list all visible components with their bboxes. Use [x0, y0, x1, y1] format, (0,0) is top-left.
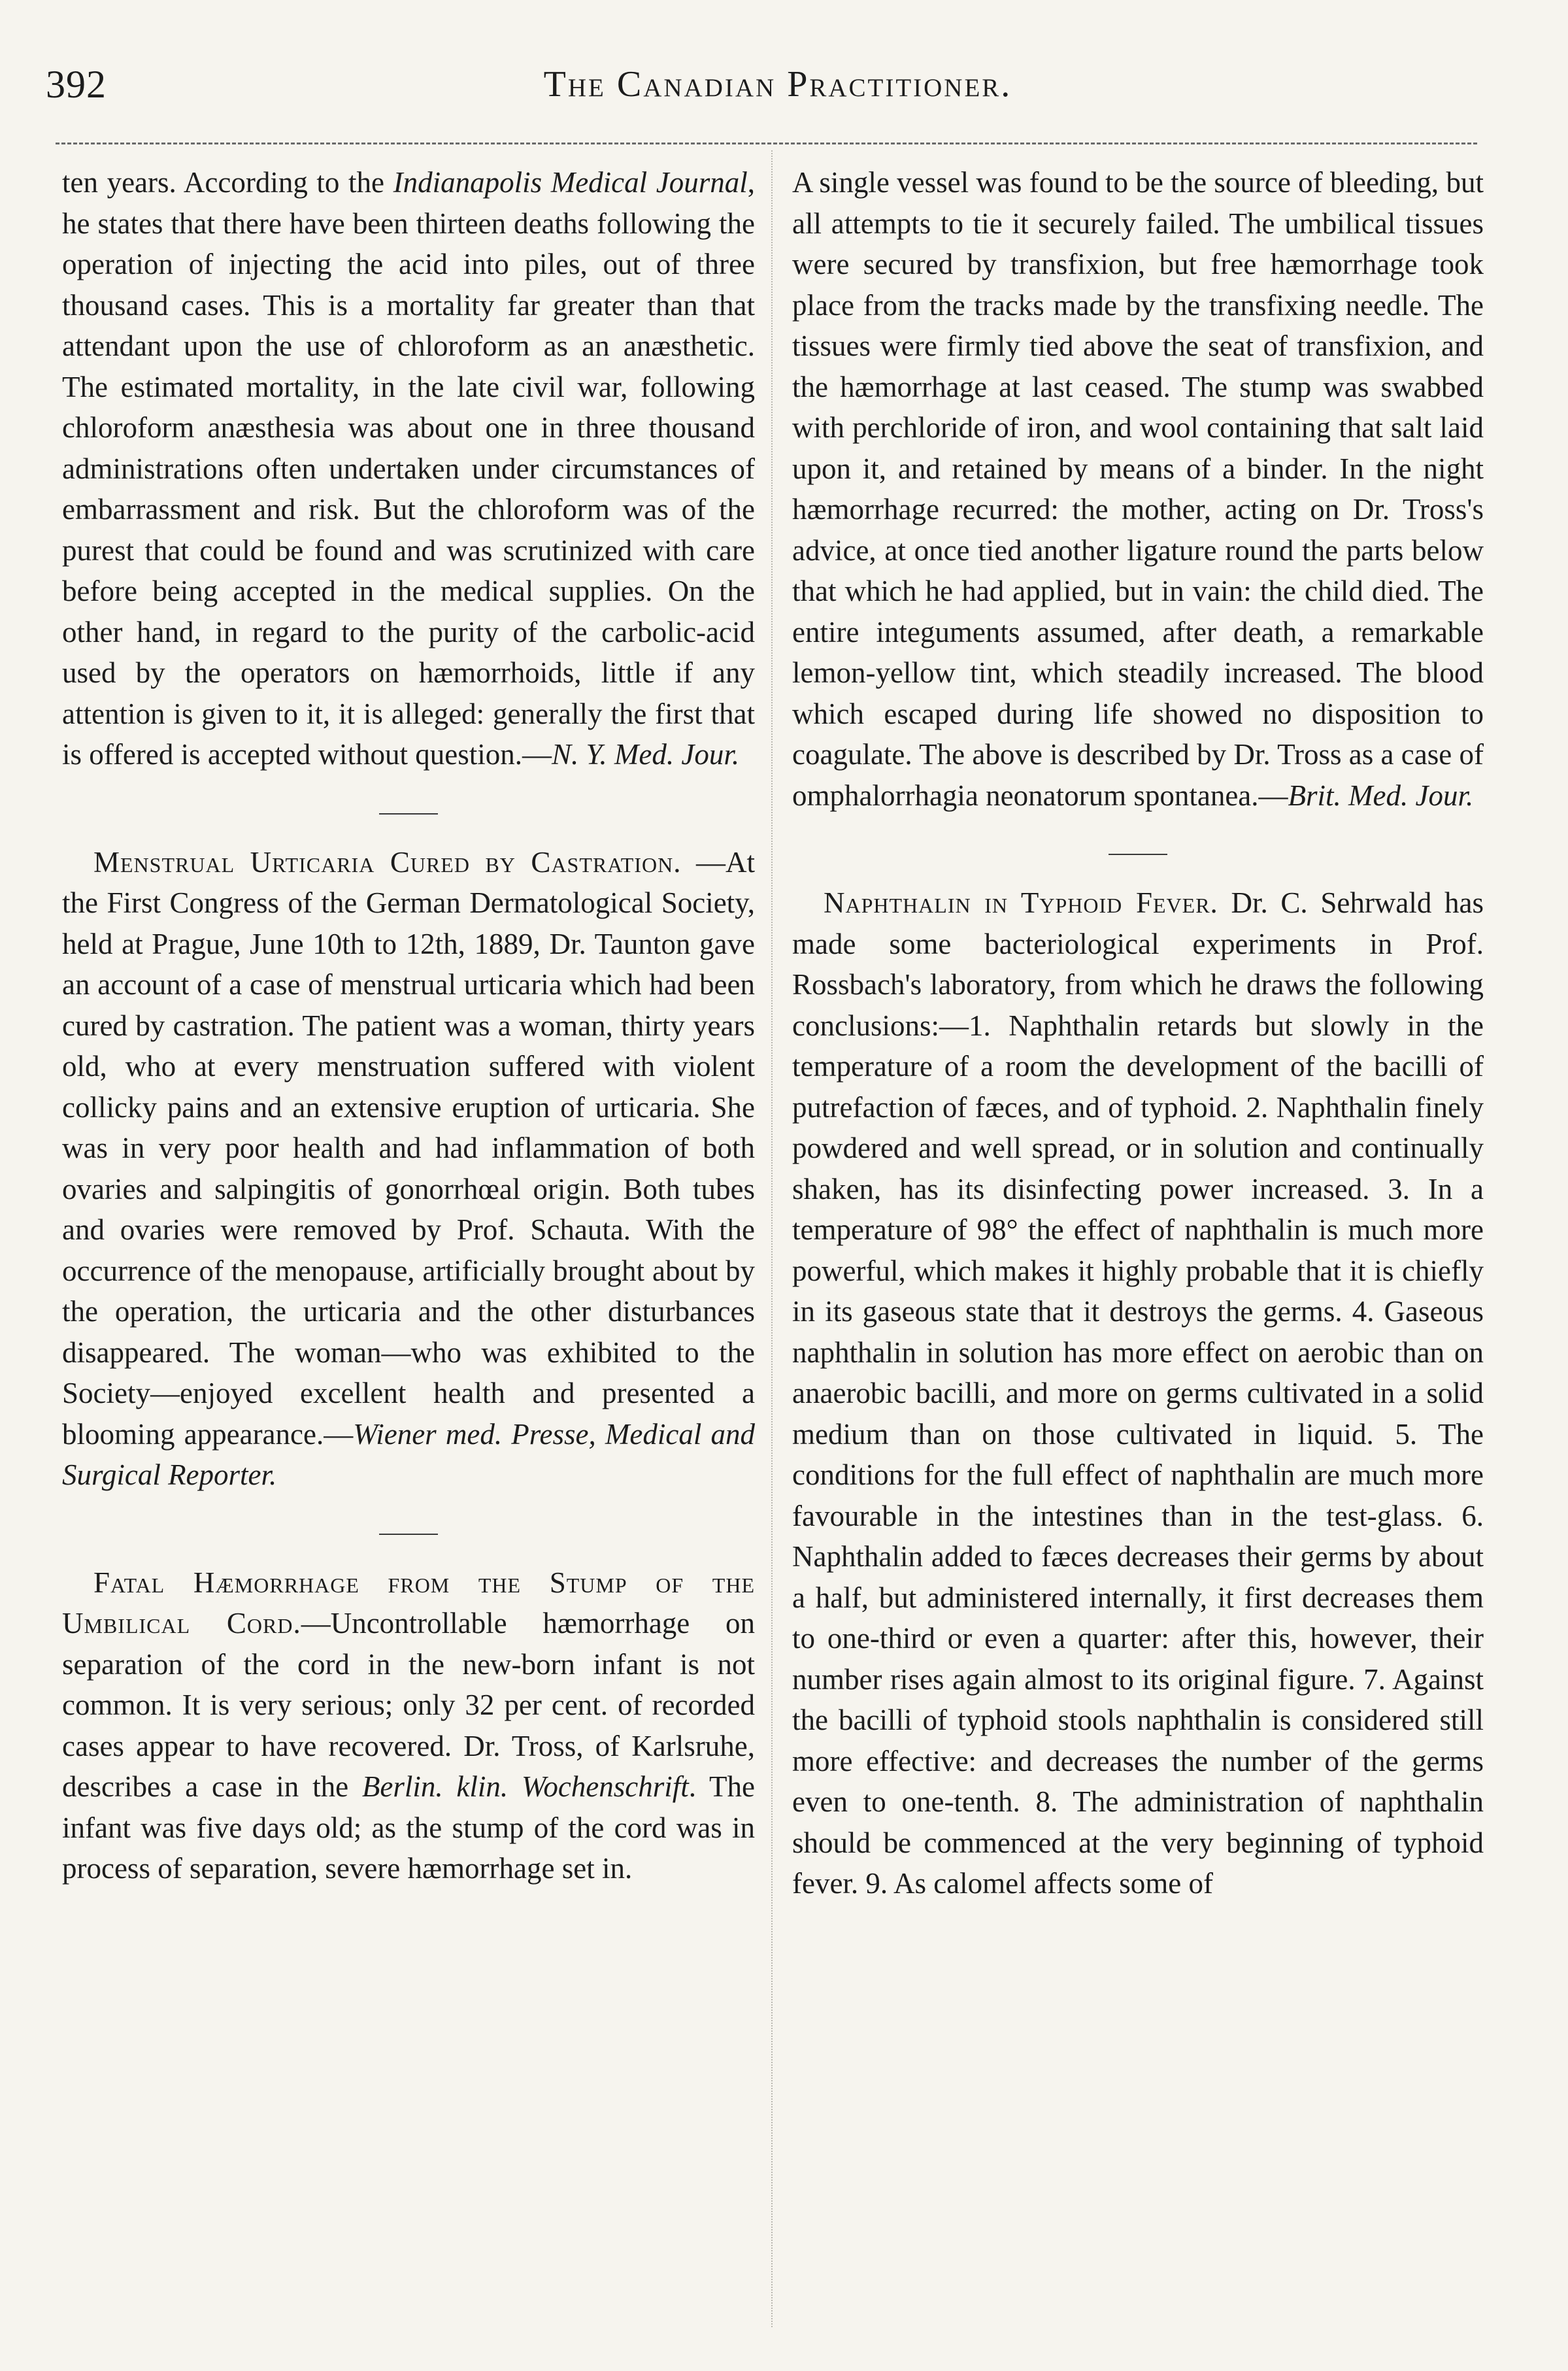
- page-header: [46, 62, 1510, 114]
- section-separator: [62, 801, 755, 815]
- article-heading: Menstrual Urticaria Cured by Castration.: [93, 845, 682, 879]
- section-separator: [62, 1522, 755, 1535]
- source-citation: Brit. Med. Jour.: [1288, 779, 1474, 812]
- header-rule: [56, 143, 1477, 144]
- article-urticaria: [62, 842, 755, 1496]
- paragraph-text: , he states that there have been thirteen deaths following the operation of injecting the acid into piles, out of three thousand cases. This is a mortality far greater than that attendant upon the use of chloroform as an anæsthetic. The estimated mortality, in the late civil war, following chloroform anæsthesia was about one in three thousand administrations often undertaken under circumstances of embarrassment and risk. But the chloroform was of the purest that could be found and was scrutinized with care before being accepted in the medical supplies. On the other hand, in regard to the purity of the carbolic-acid used by the operators on hæmorrhoids, little if any attention is given to it, it is alleged: generally the first that is offered is accepted without question.—: [62, 166, 755, 771]
- source-citation: N. Y. Med. Jour.: [551, 738, 740, 771]
- section-separator: [792, 842, 1484, 855]
- journal-title: Berlin. klin. Wochenschrift: [361, 1770, 689, 1803]
- article-heading: Naphthalin in Typhoid Fever.: [824, 886, 1218, 919]
- article-haemorrhage: [62, 1562, 755, 1889]
- source-citation: Wiener med. Presse, Medical and Surgical Reporter.: [62, 1417, 755, 1491]
- column-divider: [771, 150, 773, 2327]
- article-text: —At the First Congress of the German Dermatological Society, held at Prague, June 10th to 12th, 1889, Dr. Taunton gave an account of a case of menstrual urticaria which had been cured by castration. The patient was a woman, thirty years old, who at every menstruation suffered with violent collicky pains and an extensive eruption of urticaria. She was in very poor health and had inflammation of both ovaries and salpingitis of gonorrhœal origin. Both tubes and ovaries were removed by Prof. Schauta. With the occurrence of the menopause, artificially brought about by the operation, the urticaria and the other disturbances disappeared. The woman—who was exhibited to the Society—enjoyed excellent health and presented a blooming appearance.—: [62, 845, 755, 1451]
- article-text: A single vessel was found to be the source of bleeding, but all attempts to tie it securely failed. The umbilical tissues were secured by transfixion, but free hæmorrhage took place from the tracks made by the transfixing needle. The tissues were firmly tied above the seat of transfixion, and the hæmorrhage at last ceased. The stump was swabbed with perchloride of iron, and wool containing that salt laid upon it, and retained by means of a binder. In the night hæmorrhage recurred: the mother, acting on Dr. Tross's advice, at once tied another ligature round the parts below that which he had applied, but in vain: the child died. The entire integuments assumed, after death, a remarkable lemon-yellow tint, which steadily increased. The blood which escaped during life showed no disposition to coagulate. The above is described by Dr. Tross as a case of omphalorrhagia neonatorum spontanea.—: [792, 166, 1484, 812]
- left-column: [62, 162, 755, 1889]
- opening-paragraph: [62, 162, 755, 775]
- article-naphthalin: [792, 883, 1484, 1904]
- article-text: . The infant was five days old; as the stump of the cord was in process of separation, severe hæmorrhage set in.: [62, 1770, 755, 1885]
- right-column: [792, 162, 1484, 1904]
- article-text: —Uncontrollable hæmorrhage on separation of the cord in the new-born infant is not common. It is very serious; only 32 per cent. of recorded cases appear to have recovered. Dr. Tross, of Karlsruhe, describes a case in the: [62, 1607, 755, 1803]
- page-number: 392: [46, 63, 107, 106]
- running-title: The Canadian Practitioner.: [543, 64, 1012, 105]
- haemorrhage-continued: [792, 162, 1484, 816]
- article-heading: Fatal Hæmorrhage from the Stump of the Umbilical Cord.: [62, 1566, 755, 1640]
- journal-title: Indianapolis Medical Journal: [393, 166, 748, 199]
- paragraph-text: ten years. According to the: [62, 166, 393, 199]
- article-text: Dr. C. Sehrwald has made some bacteriological experiments in Prof. Rossbach's laboratory, from which he draws the following conclusions:—1. Naphthalin retards but slowly in the temperature of a room the development of the bacilli of putrefaction of fæces, and of typhoid. 2. Naphthalin finely powdered and well spread, or in solution and continually shaken, has its disinfecting power increased. 3. In a temperature of 98° the effect of naphthalin is much more powerful, which makes it highly probable that it is chiefly in its gaseous state that it destroys the germs. 4. Gaseous naphthalin in solution has more effect on aerobic than on anaerobic bacilli, and more on germs cultivated in a solid medium than on those cultivated in liquid. 5. The conditions for the full effect of naphthalin are much more favourable in the intestines than in the test-glass. 6. Naphthalin added to fæces decreases their germs by about a half, but administered internally, it first decreases them to one-third or even a quarter: after this, however, their number rises again almost to its original figure. 7. Against the bacilli of typhoid stools naphthalin is considered still more effective: and decreases the number of the germs even to one-tenth. 8. The administration of naphthalin should be commenced at the very beginning of typhoid fever. 9. As calomel affects some of: [792, 886, 1484, 1900]
